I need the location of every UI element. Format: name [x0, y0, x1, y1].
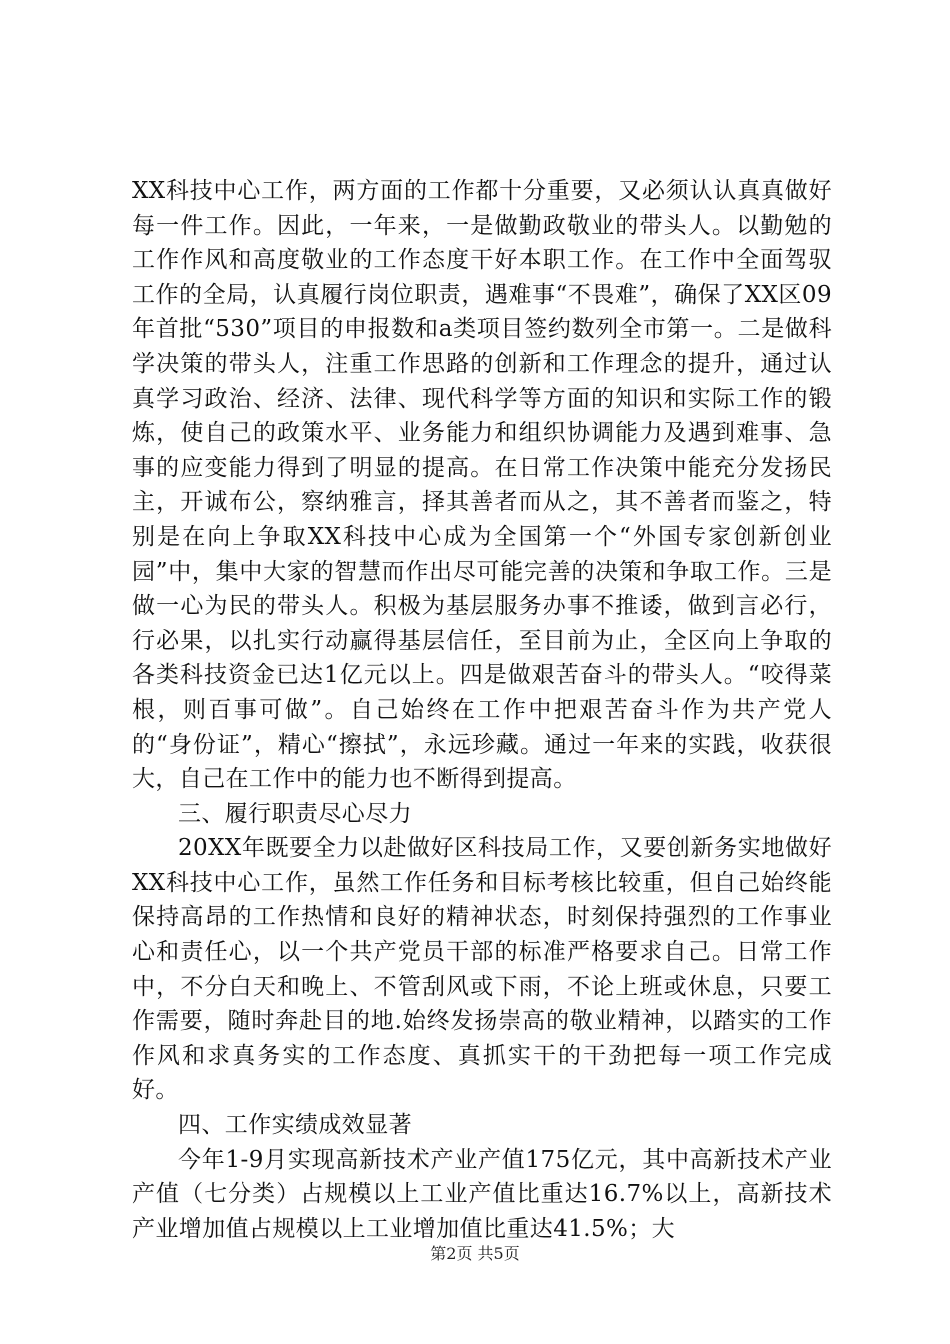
document-body: [132, 174, 832, 1246]
section-heading-3: 三、履行职责尽心尽力: [178, 800, 412, 827]
body-paragraph-1: XX科技中心工作，两方面的工作都十分重要，又必须认认真真做好每一件工作。因此，一年来，一是做勤政敬业的带头人。以勤勉的工作作风和高度敬业的工作态度干好本职工作。在工作中全面驾驭工作的全局，认真履行岗位职责，遇难事“不畏难”，确保了XX区09年首批“530”项目的申报数和a类项目签约数列全市第一。二是做科学决策的带头人，注重工作思路的创新和工作理念的提升，通过认真学习政治、经济、法律、现代科学等方面的知识和实际工作的锻炼，使自己的政策水平、业务能力和组织协调能力及遇到难事、急事的应变能力得到了明显的提高。在日常工作决策中能充分发扬民主，开诚布公，察纳雅言，择其善者而从之，其不善者而鉴之，特别是在向上争取XX科技中心成为全国第一个“外国专家创新创业园”中，集中大家的智慧而作出尽可能完善的决策和争取工作。三是做一心为民的带头人。积极为基层服务办事不推诿，做到言必行，行必果，以扎实行动赢得基层信任，至目前为止，全区向上争取的各类科技资金已达1亿元以上。四是做艰苦奋斗的带头人。“咬得菜根，则百事可做”。自己始终在工作中把艰苦奋斗作为共产党人的“身份证”，精心“擦拭”，永远珍藏。通过一年来的实践，收获很大，自己在工作中的能力也不断得到提高。: [132, 178, 832, 793]
page-number-footer: 第2页 共5页: [430, 1244, 520, 1263]
body-paragraph-3: 今年1-9月实现高新技术产业产值175亿元，其中高新技术产业产值（七分类）占规模以上工业产值比重达16.7%以上，高新技术产业增加值占规模以上工业增加值比重达41.5%；大: [132, 1146, 832, 1242]
section-heading-4: 四、工作实绩成效显著: [178, 1112, 412, 1139]
body-paragraph-2: 20XX年既要全力以赴做好区科技局工作，又要创新务实地做好XX科技中心工作，虽然工作任务和目标考核比较重，但自己始终能保持高昂的工作热情和良好的精神状态，时刻保持强烈的工作事业心和责任心，以一个共产党员干部的标准严格要求自己。日常工作中，不分白天和晚上、不管刮风或下雨，不论上班或休息，只要工作需要，随时奔赴目的地.始终发扬崇高的敬业精神，以踏实的工作作风和求真务实的工作态度、真抓实干的干劲把每一项工作完成好。: [132, 835, 832, 1104]
